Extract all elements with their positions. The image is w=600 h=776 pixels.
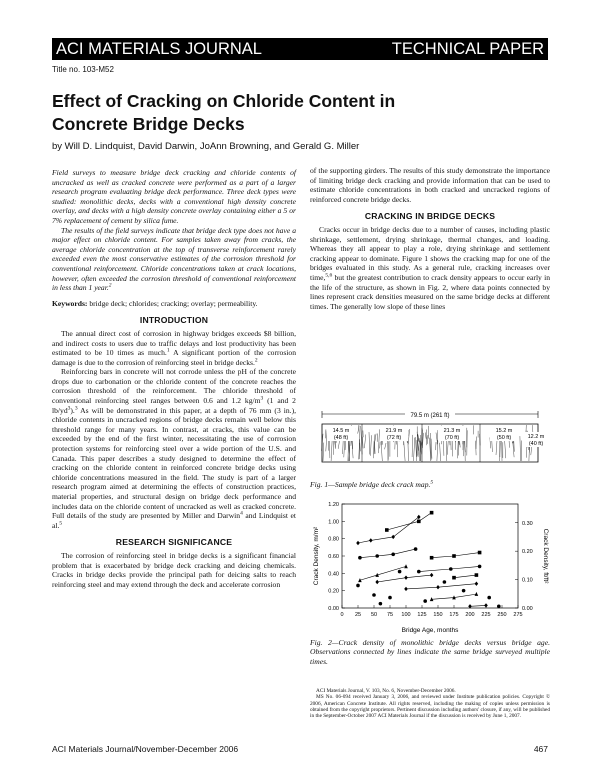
- data-point: [388, 596, 392, 600]
- heading-introduction: INTRODUCTION: [139, 315, 209, 326]
- heading-research-significance: RESEARCH SIGNIFICANCE: [115, 537, 233, 548]
- y-tick-label: 0.40: [328, 571, 339, 578]
- pubnote-p1: ACI Materials Journal, V. 103, No. 6, November-December 2006.: [316, 688, 456, 694]
- intro-p2d: As will be demonstrated in this paper, at a depth of 76 mm (3 in.), chloride contents in uncracked regions of bridge decks remain well below this threshold range for many years. In contrast, at cracks, this value can be exceeded by the end of the first winter, necessitating the use of corrosion protection systems for reinforcing steel over a wide portion of the U.S. and Canada. This paper describes a study designed to determine the effect of cracking on the chloride content in reinforced concrete bridge decks using chloride concentrations measured in the field. The study is part of a larger research program aimed at determining the effects of construction practices, material properties, and structural design on bridge deck performance and includes data on the chloride content of uncracked as well as cracked concrete. Full details of the study are presented by Miller and Darwin: [52, 405, 296, 521]
- significance-p1: The corrosion of reinforcing steel in bridge decks is a significant financial problem that is exacerbated by bridge deck cracking and deicing chemicals. Cracks in bridge decks provide the principal path for deicing salts to reach reinforcing steel and may extend through the deck and accelerate corrosion: [52, 550, 296, 589]
- data-point: [404, 575, 408, 579]
- pubnote-p2: MS No. 06-094 received January 3, 2006, and reviewed under Institute publication policies. Copyright © 2006, American Concrete Institute. All rights reserved, including the making of copies unless permission is obtained from the copyright proprietors. Pertinent discussion including authors' closure, if any, will be published in the September-October 2007 ACI Materials Journal if the discussion is received by June 1, 2007.: [310, 694, 550, 720]
- x-tick-label: 250: [497, 612, 507, 618]
- intro-p2a: Reinforcing bars in concrete will not corrode unless the pH of the concrete drops due to carbonation or the chloride content of the concrete reaches the corrosion threshold of the reinforcement. The chloride threshold of conventional reinforcing steel ranges between 0.6 and 1.2 kg/m: [52, 367, 296, 406]
- data-point: [443, 580, 447, 584]
- data-point: [478, 565, 482, 569]
- author-list: by Will D. Lindquist, David Darwin, JoAnn Browning, and Gerald G. Miller: [52, 141, 360, 152]
- data-point: [430, 556, 434, 560]
- y-right-tick-label: 0.20: [522, 549, 533, 556]
- data-point: [385, 528, 389, 532]
- keywords-text: bridge deck; chlorides; cracking; overlay; permeability.: [89, 298, 258, 308]
- data-point: [452, 576, 456, 580]
- series-line: [360, 566, 406, 580]
- title-line-2: Concrete Bridge Decks: [52, 114, 245, 134]
- heading-cracking: CRACKING IN BRIDGE DECKS: [364, 211, 496, 222]
- series-bridge-c: [358, 547, 417, 559]
- x-axis-label: Bridge Age, months: [401, 627, 459, 634]
- series-line: [454, 575, 476, 578]
- left-column: [52, 168, 296, 589]
- x-tick-label: 50: [370, 612, 378, 618]
- data-point: [449, 567, 453, 571]
- y-axis-right-label: Crack Density, ft/ft²: [542, 528, 549, 584]
- intro-p1b: A significant portion of the corrosion damage is due to the corrosion of reinforcing steel in bridge decks.: [52, 348, 296, 367]
- cracking-p1b: but the greatest contribution to crack density appears to occur early in the life of the structure, as shown in Fig. 2, where data points connected by lines represent crack densities measured on the same bridge decks at different times. The generally low slope of these lines: [310, 272, 550, 311]
- y-tick-label: 1.00: [328, 519, 339, 526]
- x-tick-label: 75: [386, 612, 394, 618]
- x-tick-label: 275: [513, 612, 523, 618]
- deck-width-ft: (40 ft): [528, 441, 544, 447]
- series-bridge-f: [430, 551, 482, 560]
- x-tick-label: 200: [465, 612, 475, 618]
- series-bridge-b: [385, 511, 433, 532]
- ref-2: 2: [108, 282, 112, 289]
- keywords-label: Keywords:: [52, 298, 88, 308]
- series-bridge-i: [430, 592, 478, 601]
- data-point: [487, 596, 491, 600]
- data-point: [430, 511, 434, 515]
- abstract: [52, 168, 296, 293]
- crack-map-svg: [310, 410, 550, 478]
- span3-m: 21.3 m: [443, 428, 461, 434]
- footer-journal: ACI Materials Journal/November-December 2006: [52, 744, 239, 754]
- journal-banner: [52, 38, 548, 60]
- y-right-tick-label: 0.30: [522, 520, 533, 527]
- y-tick-label: 0.20: [328, 588, 339, 595]
- data-point: [404, 587, 408, 591]
- series-line: [360, 549, 416, 558]
- data-point: [369, 538, 373, 542]
- right-column: [310, 166, 550, 311]
- x-tick-label: 175: [449, 612, 459, 618]
- crack-density-chart: [310, 498, 550, 638]
- deck-width-m: 12.2 m: [527, 434, 545, 440]
- y-axis-label: Crack Density, m/m²: [313, 526, 320, 586]
- y-right-tick-label: 0.10: [522, 577, 533, 584]
- data-point: [391, 552, 395, 556]
- intro-p1: [52, 329, 296, 367]
- page-number: 467: [533, 744, 548, 754]
- data-point: [379, 602, 383, 606]
- data-point: [358, 556, 362, 560]
- y-tick-label: 0.00: [328, 606, 339, 612]
- abstract-p2-text: The results of the field surveys indicate that bridge deck type does not have a major effect on chloride content. For samples taken away from cracks, the average chloride concentration at the top of transverse reinforcement rarely exceeded even the most conservative estimates of the corrosion threshold for conventional reinforcement. Chloride concentrations taken at crack locations, however, often exceeded the corrosion threshold of conventional reinforcement in less than 1 year.: [52, 225, 296, 293]
- intro-p2b: (1 and 2 lb/yd: [52, 396, 296, 415]
- x-tick-label: 150: [433, 612, 443, 618]
- abstract-p2: [52, 226, 296, 293]
- y-right-tick-label: 0.00: [522, 606, 533, 612]
- intro-p2c: ).: [70, 405, 75, 415]
- data-point: [391, 535, 395, 539]
- ref-4: 4: [240, 510, 243, 517]
- series-group: [356, 511, 500, 609]
- figure-1-caption-text: Fig. 1—Sample bridge deck crack map.: [310, 480, 431, 489]
- ref-5-6: 5,6: [325, 272, 333, 279]
- series-line: [377, 575, 431, 582]
- intro-p2: [52, 367, 296, 530]
- total-length-label: 79.5 m (261 ft): [410, 413, 450, 419]
- cracking-p1: [310, 225, 550, 311]
- span2-m: 21.9 m: [385, 428, 403, 434]
- x-tick-label: 225: [481, 612, 491, 618]
- figure-2-caption: Fig. 2—Crack density of monolithic bridge decks versus bridge age. Observations connected by lines indicate the same bridge surveyed multiple times.: [310, 638, 550, 666]
- keywords: [52, 299, 296, 309]
- publication-note: [310, 688, 550, 719]
- data-point: [475, 582, 479, 586]
- paper-type: TECHNICAL PAPER: [391, 40, 544, 58]
- series-bridge-h: [404, 582, 478, 592]
- sup-3a: 3: [260, 395, 264, 402]
- series-bridge-j: [452, 573, 478, 579]
- data-point: [475, 573, 479, 577]
- data-point: [484, 603, 488, 607]
- data-point: [356, 584, 360, 588]
- span4-ft: (50 ft): [496, 435, 512, 441]
- intro-p2e: and Lindquist et al.: [52, 511, 296, 530]
- ref-1: 1: [166, 347, 170, 354]
- span1-ft: (48 ft): [333, 435, 349, 441]
- x-tick-label: 25: [354, 612, 362, 618]
- data-point: [417, 515, 421, 519]
- data-point: [462, 589, 466, 593]
- span3-ft: (70 ft): [444, 435, 460, 441]
- data-point: [475, 592, 479, 596]
- significance-p1-cont: of the supporting girders. The results of this study demonstrate the importance of limiting bridge deck cracking and provide information that can be used to estimate chloride concentrations in both cracked and uncracked regions of reinforced concrete bridge decks.: [310, 166, 550, 204]
- series-line: [406, 584, 476, 589]
- series-bridge-e: [375, 573, 433, 584]
- data-point: [375, 554, 379, 558]
- data-point: [398, 570, 402, 574]
- span4-m: 15.2 m: [495, 428, 513, 434]
- y-tick-label: 0.60: [328, 554, 339, 560]
- data-point: [430, 573, 434, 577]
- x-tick-label: 125: [417, 612, 427, 618]
- figure-1-caption: [310, 480, 433, 489]
- title-line-1: Effect of Cracking on Chloride Content in: [52, 91, 396, 111]
- y-ticks: [328, 502, 345, 612]
- series-bridge-g: [417, 565, 481, 574]
- ref-2b: 2: [254, 357, 258, 364]
- x-ticks: [340, 605, 522, 618]
- x-tick-label: 0: [340, 612, 344, 618]
- data-point: [417, 570, 421, 574]
- y-tick-label: 1.20: [328, 502, 339, 508]
- data-point: [417, 520, 421, 524]
- x-tick-label: 100: [401, 612, 411, 618]
- ref-5: 5: [59, 520, 63, 527]
- data-point: [452, 554, 456, 558]
- figure-2-chart: [310, 498, 550, 638]
- span2-ft: (72 ft): [386, 435, 402, 441]
- series-line: [470, 605, 486, 606]
- series-line: [387, 513, 432, 530]
- ref-3: 3: [74, 405, 78, 412]
- article-title: [52, 90, 452, 136]
- data-point: [375, 580, 379, 584]
- span1-m: 14.5 m: [332, 428, 350, 434]
- abstract-p1: Field surveys to measure bridge deck cracking and chloride contents of uncracked as well as cracked concrete were performed as a part of a larger research program evaluating bridge deck performance. Three deck types were studied: monolithic decks, decks with a conventional high density concrete overlay, and decks with a high density concrete overlay containing either a 5 or 7% replacement of cement by silica fume.: [52, 168, 296, 225]
- data-point: [356, 541, 360, 545]
- data-point: [414, 547, 418, 551]
- intro-p1a: The annual direct cost of corrosion in highway bridges exceeds $8 billion, and indirect costs to users due to traffic delays and lost productivity has been estimated to be 10 times as much.: [52, 328, 296, 358]
- data-point: [478, 551, 482, 555]
- figure-1-crack-map: [310, 410, 550, 478]
- data-point: [436, 585, 440, 589]
- y-tick-label: 0.80: [328, 536, 339, 543]
- data-point: [497, 604, 501, 608]
- data-point: [372, 593, 376, 597]
- cracking-p1a: Cracks occur in bridge decks due to a number of causes, including plastic shrinkage, settlement, drying shrinkage, thermal changes, and loading. Whereas they all appear to play a role, drying shrinkage and settlement cracking appear to dominate. Figure 1 shows the cracking map for one of the bridges evaluated in this study. As a general rule, cracking increases over time,: [310, 224, 550, 282]
- fig1-ref-5: 5: [430, 479, 434, 486]
- journal-name: ACI MATERIALS JOURNAL: [56, 40, 262, 58]
- sup-3b: 3: [67, 405, 71, 412]
- data-point: [423, 599, 427, 603]
- data-point: [404, 564, 408, 568]
- title-number: Title no. 103-M52: [52, 65, 114, 74]
